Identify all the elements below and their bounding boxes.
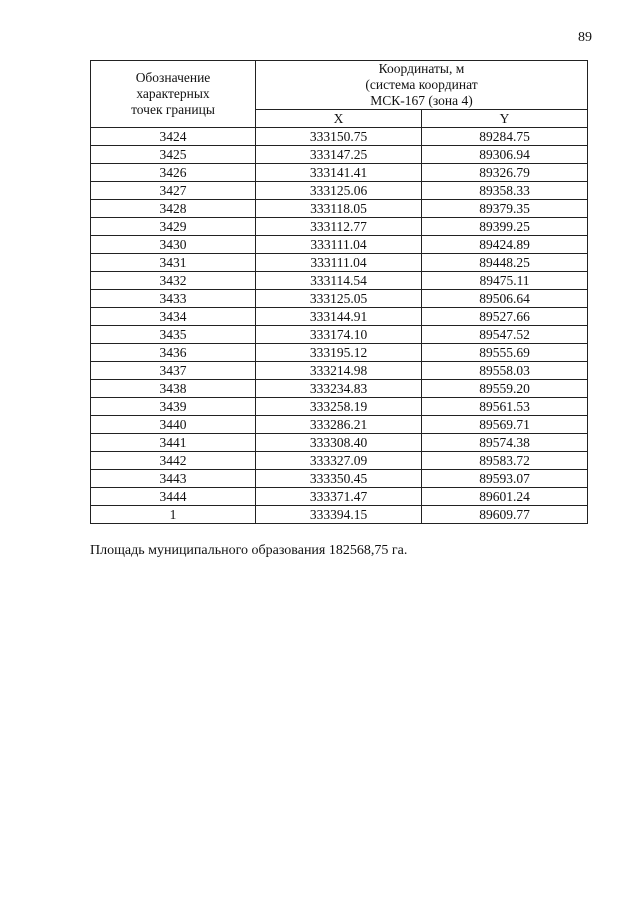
y-coordinate-cell: 89358.33 — [422, 182, 588, 200]
x-coordinate-cell: 333111.04 — [256, 236, 422, 254]
y-coordinate-cell: 89399.25 — [422, 218, 588, 236]
y-coordinate-cell: 89527.66 — [422, 308, 588, 326]
point-cell: 3440 — [91, 416, 256, 434]
x-coordinate-cell: 333118.05 — [256, 200, 422, 218]
y-coordinate-cell: 89561.53 — [422, 398, 588, 416]
table-row — [91, 344, 588, 362]
table-row — [91, 326, 588, 344]
y-column-header: Y — [422, 110, 588, 128]
y-coordinate-cell: 89475.11 — [422, 272, 588, 290]
y-coordinate-cell: 89583.72 — [422, 452, 588, 470]
y-coordinate-cell: 89569.71 — [422, 416, 588, 434]
table-row — [91, 146, 588, 164]
x-coordinate-cell: 333286.21 — [256, 416, 422, 434]
point-header-line-2: характерных — [136, 86, 210, 101]
table-row — [91, 308, 588, 326]
x-coordinate-cell: 333141.41 — [256, 164, 422, 182]
point-cell: 3443 — [91, 470, 256, 488]
table-header-row — [91, 61, 588, 110]
table-row — [91, 470, 588, 488]
y-coordinate-cell: 89593.07 — [422, 470, 588, 488]
point-cell: 3441 — [91, 434, 256, 452]
y-coordinate-cell: 89506.64 — [422, 290, 588, 308]
table-row — [91, 164, 588, 182]
point-header-line-3: точек границы — [131, 102, 215, 117]
point-cell: 3427 — [91, 182, 256, 200]
x-coordinate-cell: 333112.77 — [256, 218, 422, 236]
table-row — [91, 128, 588, 146]
x-coordinate-cell: 333394.15 — [256, 506, 422, 524]
x-coordinate-cell: 333125.05 — [256, 290, 422, 308]
coords-header-line-1: Координаты, м — [378, 61, 465, 76]
table-row — [91, 362, 588, 380]
table-row — [91, 272, 588, 290]
table-row — [91, 488, 588, 506]
x-coordinate-cell: 333308.40 — [256, 434, 422, 452]
y-coordinate-cell: 89379.35 — [422, 200, 588, 218]
table-row — [91, 290, 588, 308]
y-coordinate-cell: 89284.75 — [422, 128, 588, 146]
x-coordinate-cell: 333258.19 — [256, 398, 422, 416]
point-cell: 3433 — [91, 290, 256, 308]
table-row — [91, 416, 588, 434]
x-column-header: X — [256, 110, 422, 128]
point-cell: 3442 — [91, 452, 256, 470]
y-coordinate-cell: 89547.52 — [422, 326, 588, 344]
point-cell: 3444 — [91, 488, 256, 506]
point-cell: 3429 — [91, 218, 256, 236]
point-header-line-1: Обозначение — [135, 70, 211, 85]
table-row — [91, 182, 588, 200]
coords-header-line-2: (система координат — [365, 77, 478, 92]
area-note: Площадь муниципального образования 182568,75 га. — [90, 543, 408, 558]
table-row — [91, 200, 588, 218]
coordinates-table — [90, 60, 588, 524]
table-row — [91, 452, 588, 470]
point-designation-header — [91, 61, 256, 128]
y-coordinate-cell: 89574.38 — [422, 434, 588, 452]
point-cell: 3432 — [91, 272, 256, 290]
table-row — [91, 236, 588, 254]
y-coordinate-cell: 89558.03 — [422, 362, 588, 380]
y-coordinate-cell: 89555.69 — [422, 344, 588, 362]
y-coordinate-cell: 89601.24 — [422, 488, 588, 506]
table-body — [91, 128, 588, 524]
x-coordinate-cell: 333174.10 — [256, 326, 422, 344]
point-cell: 3428 — [91, 200, 256, 218]
point-cell: 3424 — [91, 128, 256, 146]
table-row — [91, 218, 588, 236]
point-cell: 3430 — [91, 236, 256, 254]
y-coordinate-cell: 89448.25 — [422, 254, 588, 272]
point-cell: 3426 — [91, 164, 256, 182]
x-coordinate-cell: 333125.06 — [256, 182, 422, 200]
table-row — [91, 380, 588, 398]
y-coordinate-cell: 89609.77 — [422, 506, 588, 524]
point-cell: 3425 — [91, 146, 256, 164]
table-row — [91, 434, 588, 452]
page-number: 89 — [578, 30, 592, 45]
x-coordinate-cell: 333327.09 — [256, 452, 422, 470]
y-coordinate-cell: 89306.94 — [422, 146, 588, 164]
point-cell: 1 — [91, 506, 256, 524]
point-cell: 3438 — [91, 380, 256, 398]
y-coordinate-cell: 89559.20 — [422, 380, 588, 398]
coords-header-line-3: МСК-167 (зона 4) — [370, 93, 473, 108]
x-coordinate-cell: 333350.45 — [256, 470, 422, 488]
y-coordinate-cell: 89424.89 — [422, 236, 588, 254]
table-row — [91, 398, 588, 416]
point-cell: 3436 — [91, 344, 256, 362]
x-coordinate-cell: 333144.91 — [256, 308, 422, 326]
y-coordinate-cell: 89326.79 — [422, 164, 588, 182]
point-cell: 3439 — [91, 398, 256, 416]
table-row — [91, 254, 588, 272]
point-cell: 3431 — [91, 254, 256, 272]
table-row — [91, 506, 588, 524]
coordinates-header — [256, 61, 588, 110]
point-cell: 3437 — [91, 362, 256, 380]
x-coordinate-cell: 333150.75 — [256, 128, 422, 146]
point-cell: 3434 — [91, 308, 256, 326]
x-coordinate-cell: 333111.04 — [256, 254, 422, 272]
x-coordinate-cell: 333195.12 — [256, 344, 422, 362]
x-coordinate-cell: 333234.83 — [256, 380, 422, 398]
x-coordinate-cell: 333114.54 — [256, 272, 422, 290]
x-coordinate-cell: 333214.98 — [256, 362, 422, 380]
x-coordinate-cell: 333371.47 — [256, 488, 422, 506]
x-coordinate-cell: 333147.25 — [256, 146, 422, 164]
point-cell: 3435 — [91, 326, 256, 344]
